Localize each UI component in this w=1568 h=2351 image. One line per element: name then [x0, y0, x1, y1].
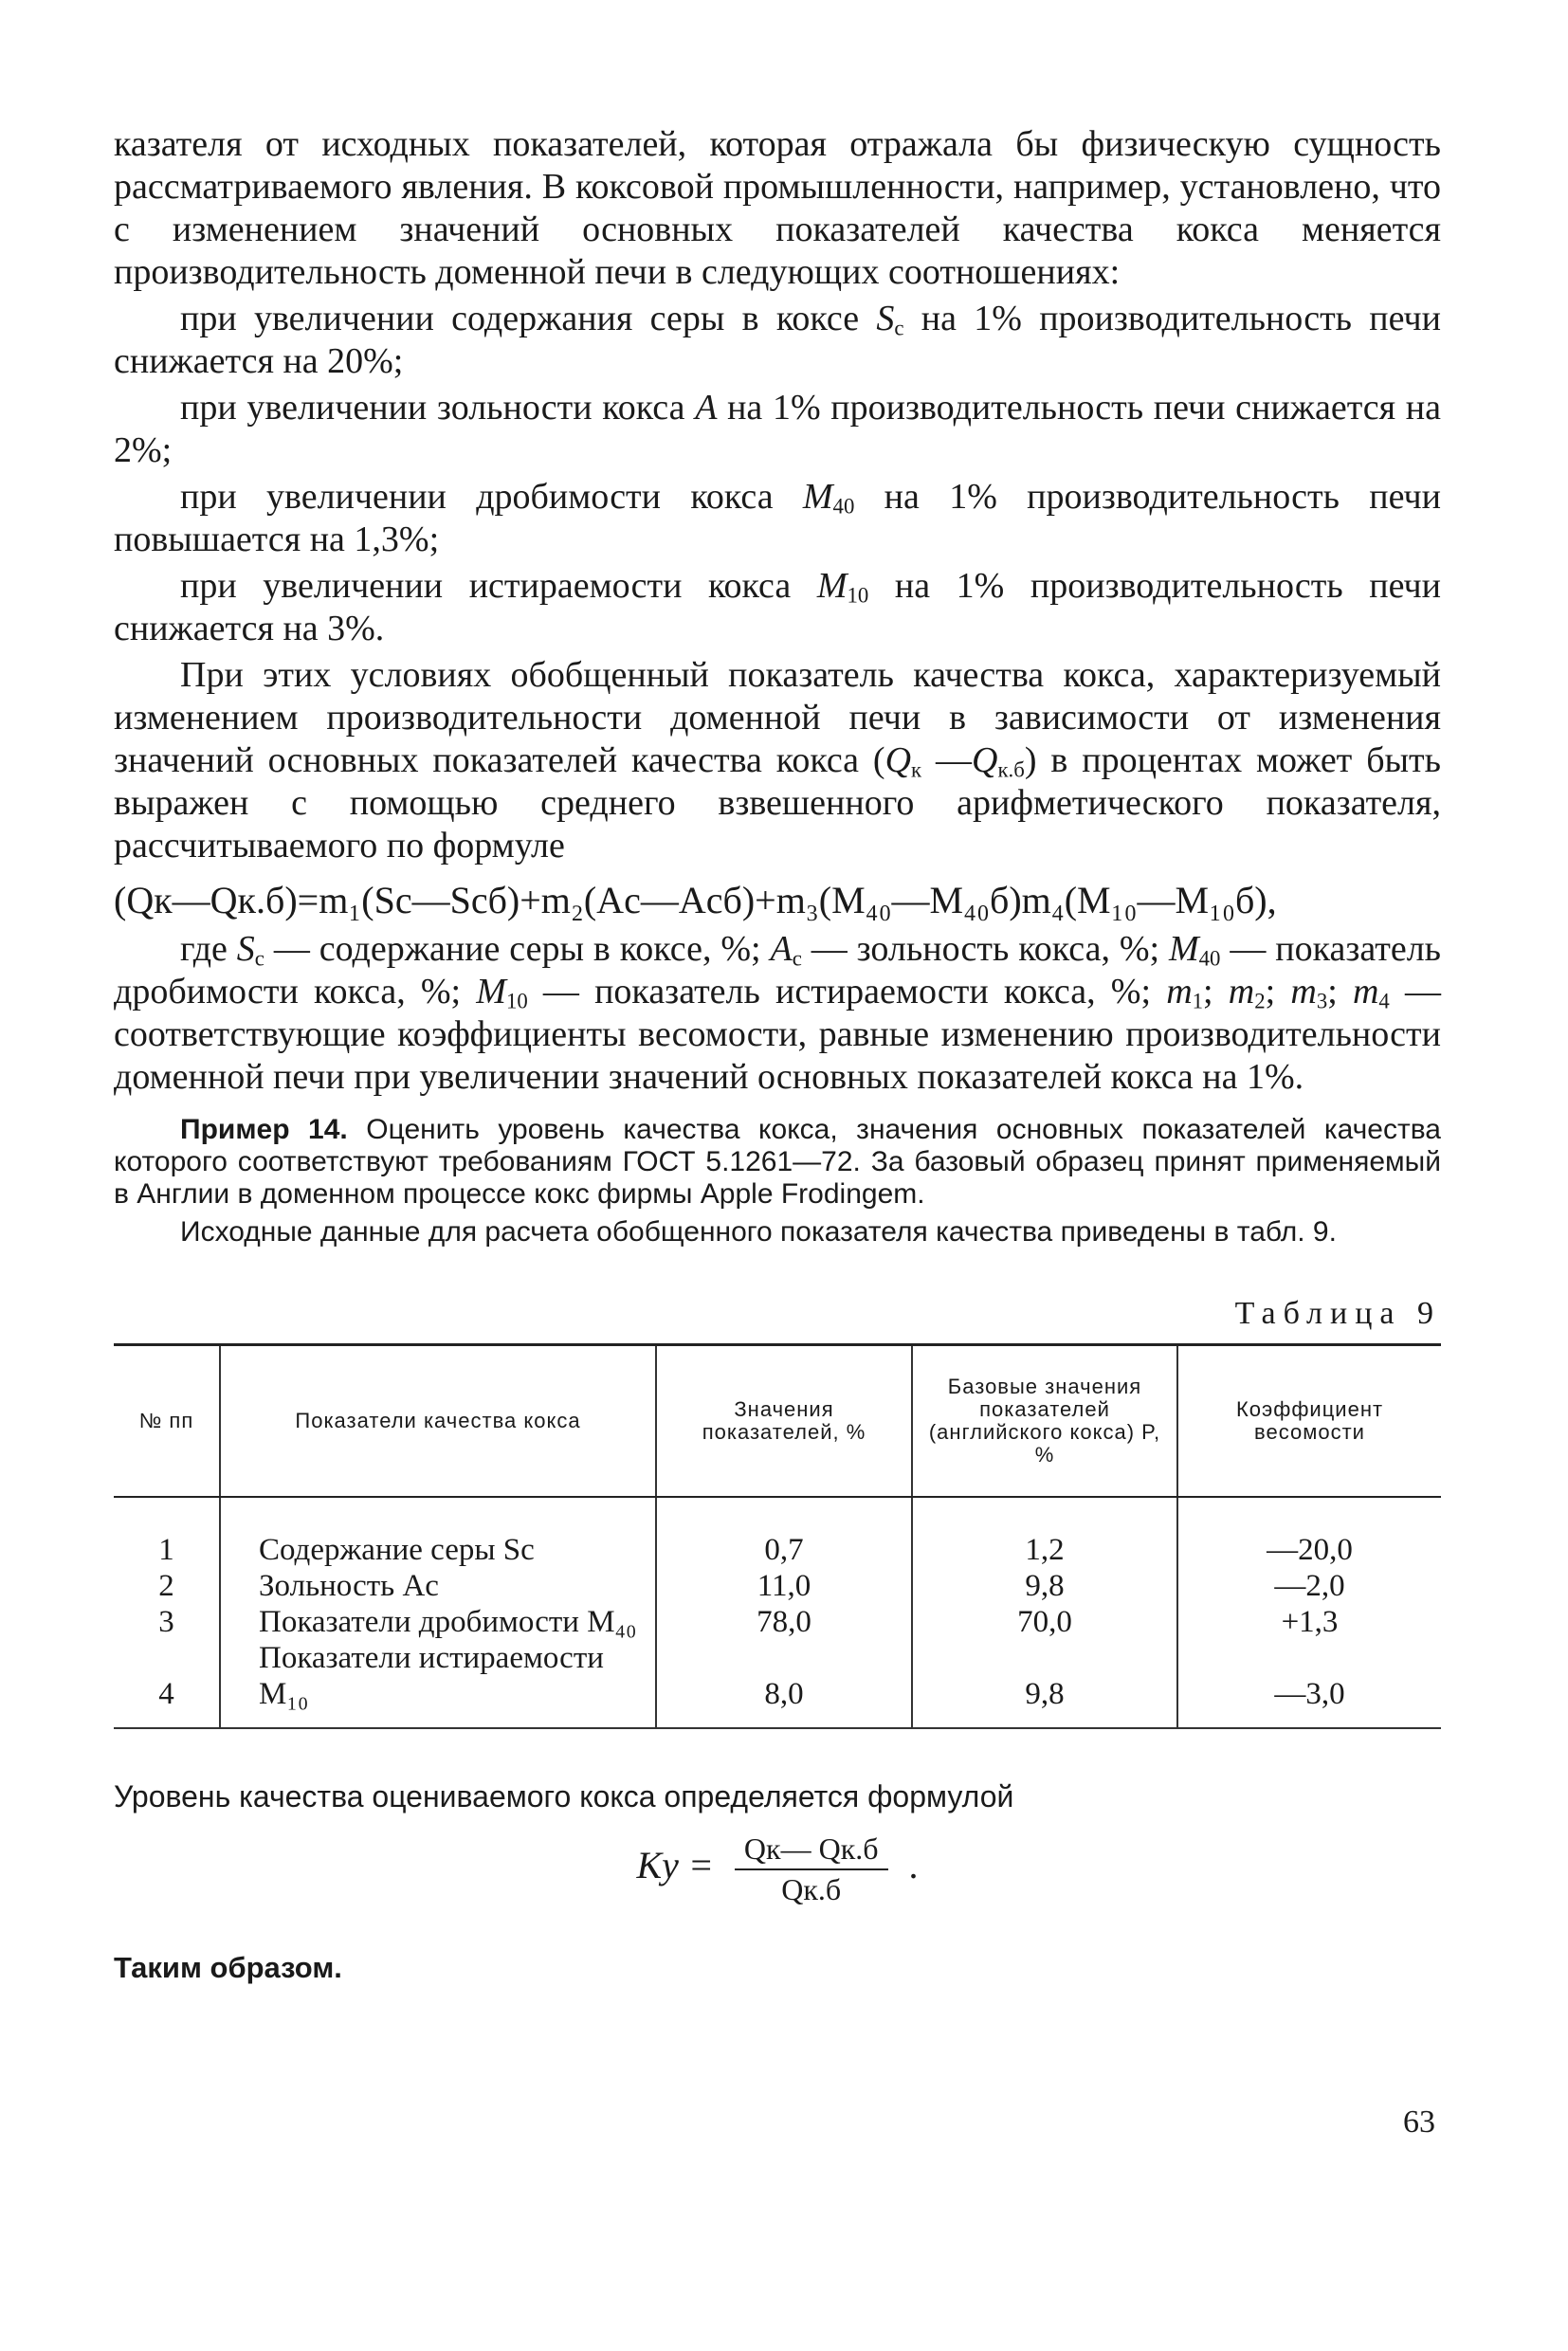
table-caption: Таблица 9 [1234, 1296, 1441, 1331]
col-indicator: Показатели качества кокса [220, 1345, 656, 1498]
example-label: Пример 14. [180, 1114, 348, 1145]
condition-sulfur: при увеличении содержания серы в коксе $S_c$ на 1% производительность печи снижается на 20%; [114, 299, 1441, 381]
formula-legend: где $S_c$ — содержание серы в коксе, %; $A_c$ — зольность кокса, %; $M_{40}$ — показатель дробимости кокса, %; $M_{10}$ — показатель истираемости кокса, %; $m_1$; $m_2$; $m_3$; $m_4$ — соответствующие коэффициенты весомости, равные изменению производительности доменной печи при увеличении значений основных показателей кокса на 1%. [114, 929, 1442, 1097]
paragraph-generalized: При этих условиях обобщенный показатель качества кокса, характеризуемый изменением производительности доменной печи в зависимости от изменения значений основных показателей качества кокса ($Q_к$ $—Q_{к.б}$) в процентах может быть выражен с помощью среднего взвешенного арифметического показателя, рассчитываемого по формуле [114, 655, 1441, 866]
table-row: 2 Зольность Ac 11,0 9,8 —2,0 [114, 1568, 1441, 1604]
example-data-note: Исходные данные для расчета обобщенного показателя качества приведены в табл. 9. [180, 1216, 1337, 1248]
quality-level-formula [114, 1832, 1441, 1907]
quality-table [114, 1343, 1441, 1729]
table-row: 1 Содержание серы Sc 0,7 1,2 —20,0 [114, 1497, 1441, 1568]
table-row: 4 Показатели истираемости M₁₀ 8,0 9,8 —3,0 [114, 1640, 1441, 1728]
quality-level-text: Уровень качества оцениваемого кокса определяется формулой [114, 1779, 1014, 1813]
condition-abrasion: при увеличении истираемости кокса $M_{10}$ на 1% производительность печи снижается на 3%. [114, 566, 1441, 648]
table-header-row [114, 1345, 1441, 1498]
conclusion-heading: Таким образом. [114, 1951, 342, 1984]
condition-crushability: при увеличении дробимости кокса $M_{40}$ на 1% производительность печи повышается на 1,3%; [114, 477, 1441, 559]
fraction-denominator: Qк.б [781, 1872, 842, 1906]
page-number: 63 [1403, 2105, 1435, 2140]
col-weight: Коэффициент весомости [1177, 1345, 1441, 1498]
condition-ash: при увеличении зольности кокса A на 1% производительность печи снижается на 2%; [114, 388, 1441, 470]
example-paragraph: Пример 14. Оценить уровень качества кокса, значения основных показателей качества которого соответствуют требованиям ГОСТ 5.1261—72. За базовый образец принят применяемый в Англии в доменном процессе кокс фирмы Apple Frodingem. [114, 1114, 1441, 1210]
page-body [114, 123, 1441, 1985]
fraction-numerator: Qк— Qк.б [735, 1832, 888, 1870]
formula-lhs: Ky = [636, 1844, 714, 1887]
col-number: № пп [114, 1345, 220, 1498]
main-formula: (Qк—Qк.б)=m₁(Sc—Scб)+m₂(Ac—Acб)+m₃(M₄₀—M₄₀б)m₄(M₁₀—M₁₀б), [114, 879, 1277, 921]
formula-fraction [735, 1832, 888, 1907]
table-row: 3 Показатели дробимости M₄₀ 78,0 70,0 +1,3 [114, 1604, 1441, 1640]
col-base-values: Базовые значения показателей (английского кокса) P, % [912, 1345, 1177, 1498]
paragraph-intro: казателя от исходных показателей, которая отражала бы физическую сущность рассматриваемого явления. В коксовой промышленности, например, установлено, что с изменением значений основных показателей качества кокса меняется производительность доменной печи в следующих соотношениях: [114, 124, 1441, 292]
col-values: Значения показателей, % [656, 1345, 912, 1498]
formula-end: . [908, 1844, 919, 1887]
